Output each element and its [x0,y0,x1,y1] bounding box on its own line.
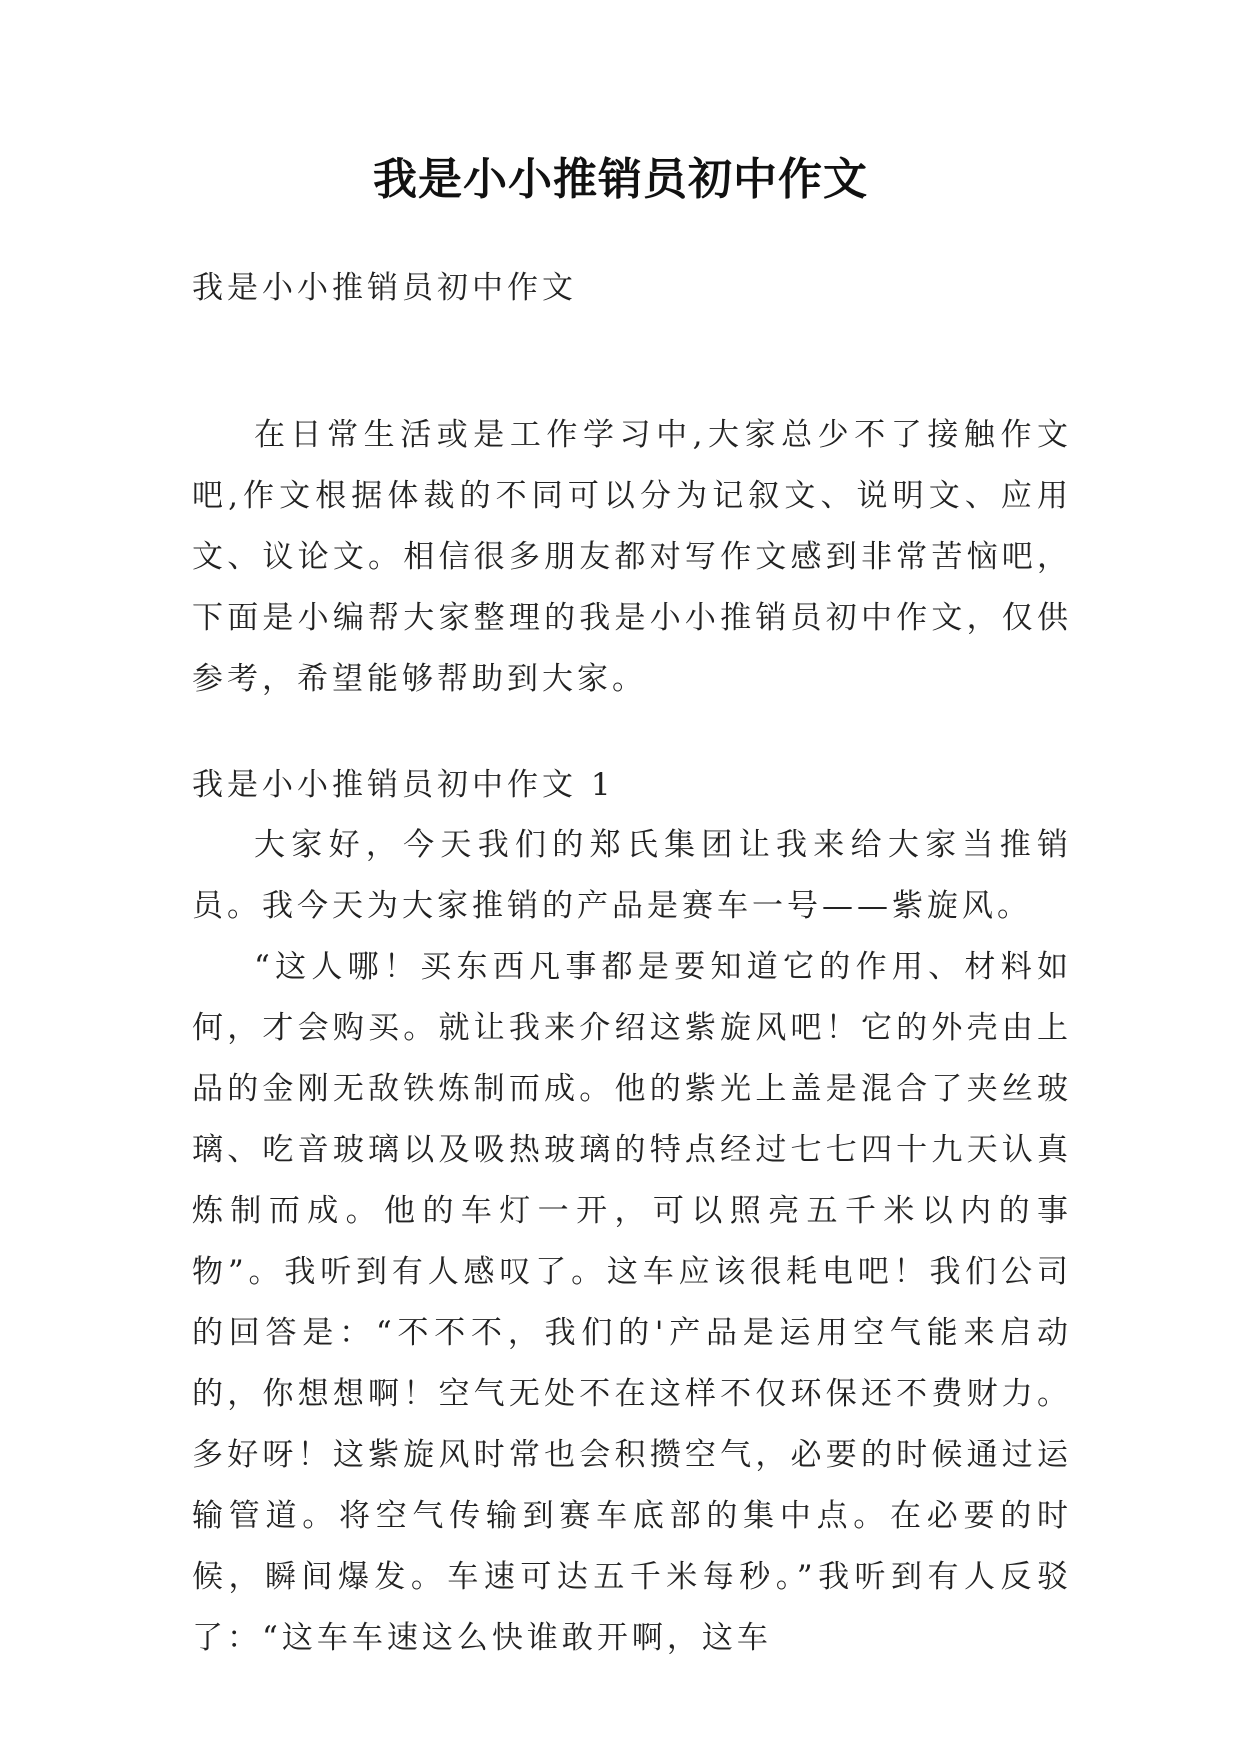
document-title: 我是小小推销员初中作文 [373,154,868,205]
intro-block [192,405,1072,710]
essay-paragraph: 大家好，今天我们的郑氏集团让我来给大家当推销员。我今天为大家推销的产品是赛车一号——紫旋风。 [192,827,1072,924]
section-heading: 我是小小推销员初中作文 1 [192,767,615,803]
document-subtitle: 我是小小推销员初中作文 [192,270,577,306]
essay-paragraph: “这人哪！买东西凡事都是要知道它的作用、材料如何，才会购买。就让我来介绍这紫旋风吧！它的外壳由上品的金刚无敌铁炼制而成。他的紫光上盖是混合了夹丝玻璃、吃音玻璃以及吸热玻璃的特点经过七七四十九天认真炼制而成。他的车灯一开，可以照亮五千米以内的事物”。我听到有人感叹了。这车应该很耗电吧！我们公司的回答是：“不不不，我们的'产品是运用空气能来启动的，你想想啊！空气无处不在这样不仅环保还不费财力。多好呀！这紫旋风时常也会积攒空气，必要的时候通过运输管道。将空气传输到赛车底部的集中点。在必要的时候，瞬间爆发。车速可达五千米每秒。”我听到有人反驳了：“这车车速这么快谁敢开啊，这车 [192,949,1072,1656]
essay-body [192,815,1072,1669]
intro-paragraph: 在日常生活或是工作学习中,大家总少不了接触作文吧,作文根据体裁的不同可以分为记叙文、说明文、应用文、议论文。相信很多朋友都对写作文感到非常苦恼吧，下面是小编帮大家整理的我是小小推销员初中作文，仅供参考，希望能够帮助到大家。 [192,417,1072,697]
